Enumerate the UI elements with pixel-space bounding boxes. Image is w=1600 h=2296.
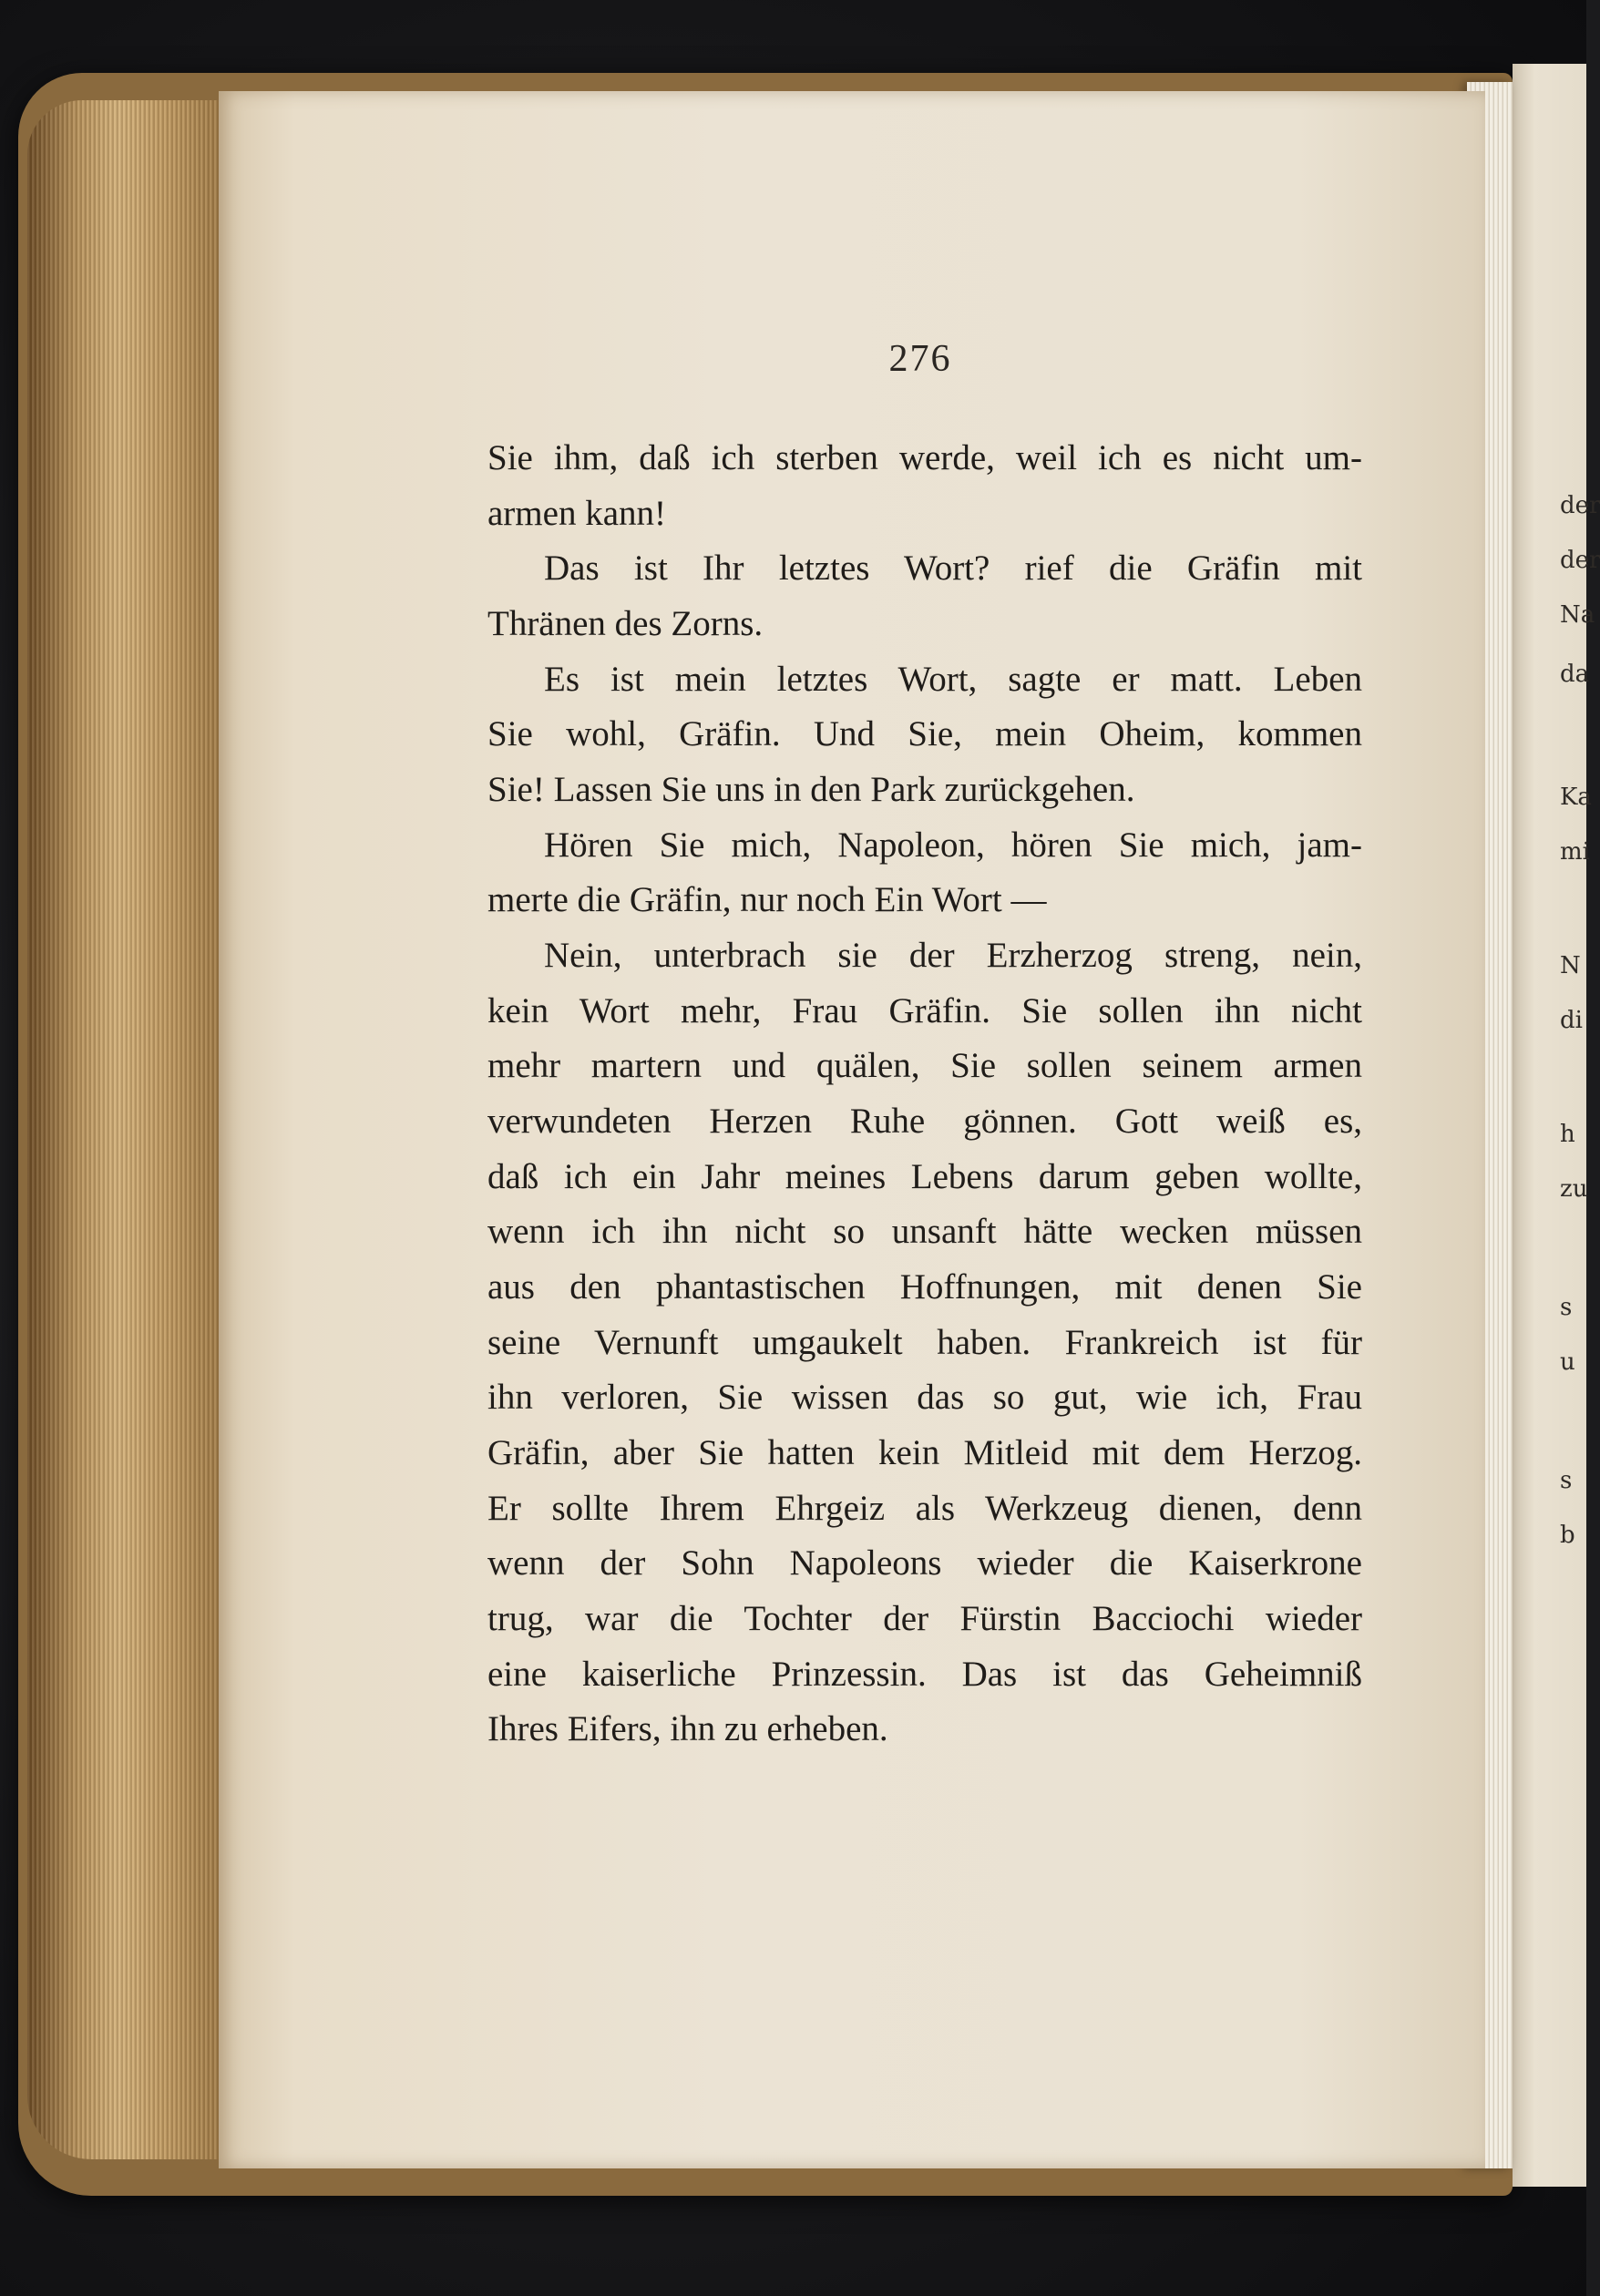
facing-page-fragment: der <box>1560 492 1600 519</box>
text-line: verwundeten Herzen Ruhe gönnen. Gott weiß es, <box>487 1102 1362 1142</box>
facing-page-fragment: der <box>1560 547 1600 574</box>
text-line: kein Wort mehr, Frau Gräfin. Sie sollen ihn nicht <box>487 990 1362 1030</box>
text-line: daß ich ein Jahr meines Lebens darum geben wollte, <box>487 1156 1362 1196</box>
facing-page-fragment: b <box>1560 1522 1575 1549</box>
text-line: Thränen des Zorns. <box>487 604 764 644</box>
text-line: wenn ich ihn nicht so unsanft hätte wecken müssen <box>487 1212 1362 1252</box>
facing-page-fragment: zu <box>1560 1175 1588 1203</box>
facing-page-fragment: s <box>1560 1294 1573 1321</box>
facing-page-fragment: u <box>1560 1348 1575 1376</box>
text-line: wenn der Sohn Napoleons wieder die Kaiserkrone <box>487 1543 1362 1584</box>
facing-page-fragment: N <box>1560 952 1581 979</box>
facing-page-fragment: di <box>1560 1007 1583 1034</box>
text-line: Hören Sie mich, Napoleon, hören Sie mich, jam- <box>544 825 1362 865</box>
page-edges <box>27 100 228 2159</box>
text-line: Ihres Eifers, ihn zu erheben. <box>487 1709 888 1749</box>
text-line: Gräfin, aber Sie hatten kein Mitleid mit dem Herzog. <box>487 1433 1362 1473</box>
page-number: 276 <box>888 338 952 380</box>
text-line: Sie ihm, daß ich sterben werde, weil ich es nicht um- <box>487 438 1362 477</box>
text-line: seine Vernunft umgaukelt haben. Frankreich ist für <box>487 1322 1362 1362</box>
text-line: Das ist Ihr letztes Wort? rief die Gräfin mit <box>544 548 1362 589</box>
text-line: ihn verloren, Sie wissen das so gut, wie ich, Frau <box>487 1378 1362 1418</box>
text-line: Er sollte Ihrem Ehrgeiz als Werkzeug dienen, denn <box>487 1488 1362 1528</box>
facing-page-fragment: s <box>1560 1467 1573 1494</box>
text-line: merte die Gräfin, nur noch Ein Wort — <box>487 880 1047 920</box>
text-line: aus den phantastischen Hoffnungen, mit denen Sie <box>487 1267 1362 1307</box>
text-line: trug, war die Tochter der Fürstin Bacciochi wieder <box>487 1599 1362 1639</box>
facing-page-fragment: h <box>1560 1121 1575 1148</box>
facing-page-fragment: Na <box>1560 601 1595 629</box>
text-line: Sie! Lassen Sie uns in den Park zurückgehen. <box>487 770 1135 810</box>
facing-page-fragment: da <box>1560 661 1590 688</box>
text-line: eine kaiserliche Prinzessin. Das ist das Geheimniß <box>487 1654 1362 1694</box>
text-line: Es ist mein letztes Wort, sagte er matt. Leben <box>544 659 1362 699</box>
facing-page-fragment: Ka <box>1560 784 1592 811</box>
text-line: Sie wohl, Gräfin. Und Sie, mein Oheim, kommen <box>487 714 1362 754</box>
text-line: armen kann! <box>487 493 666 533</box>
text-line: mehr martern und quälen, Sie sollen seinem armen <box>487 1046 1362 1086</box>
facing-page-fragment: mi <box>1560 838 1590 866</box>
text-line: Nein, unterbrach sie der Erzherzog streng, nein, <box>544 936 1362 976</box>
